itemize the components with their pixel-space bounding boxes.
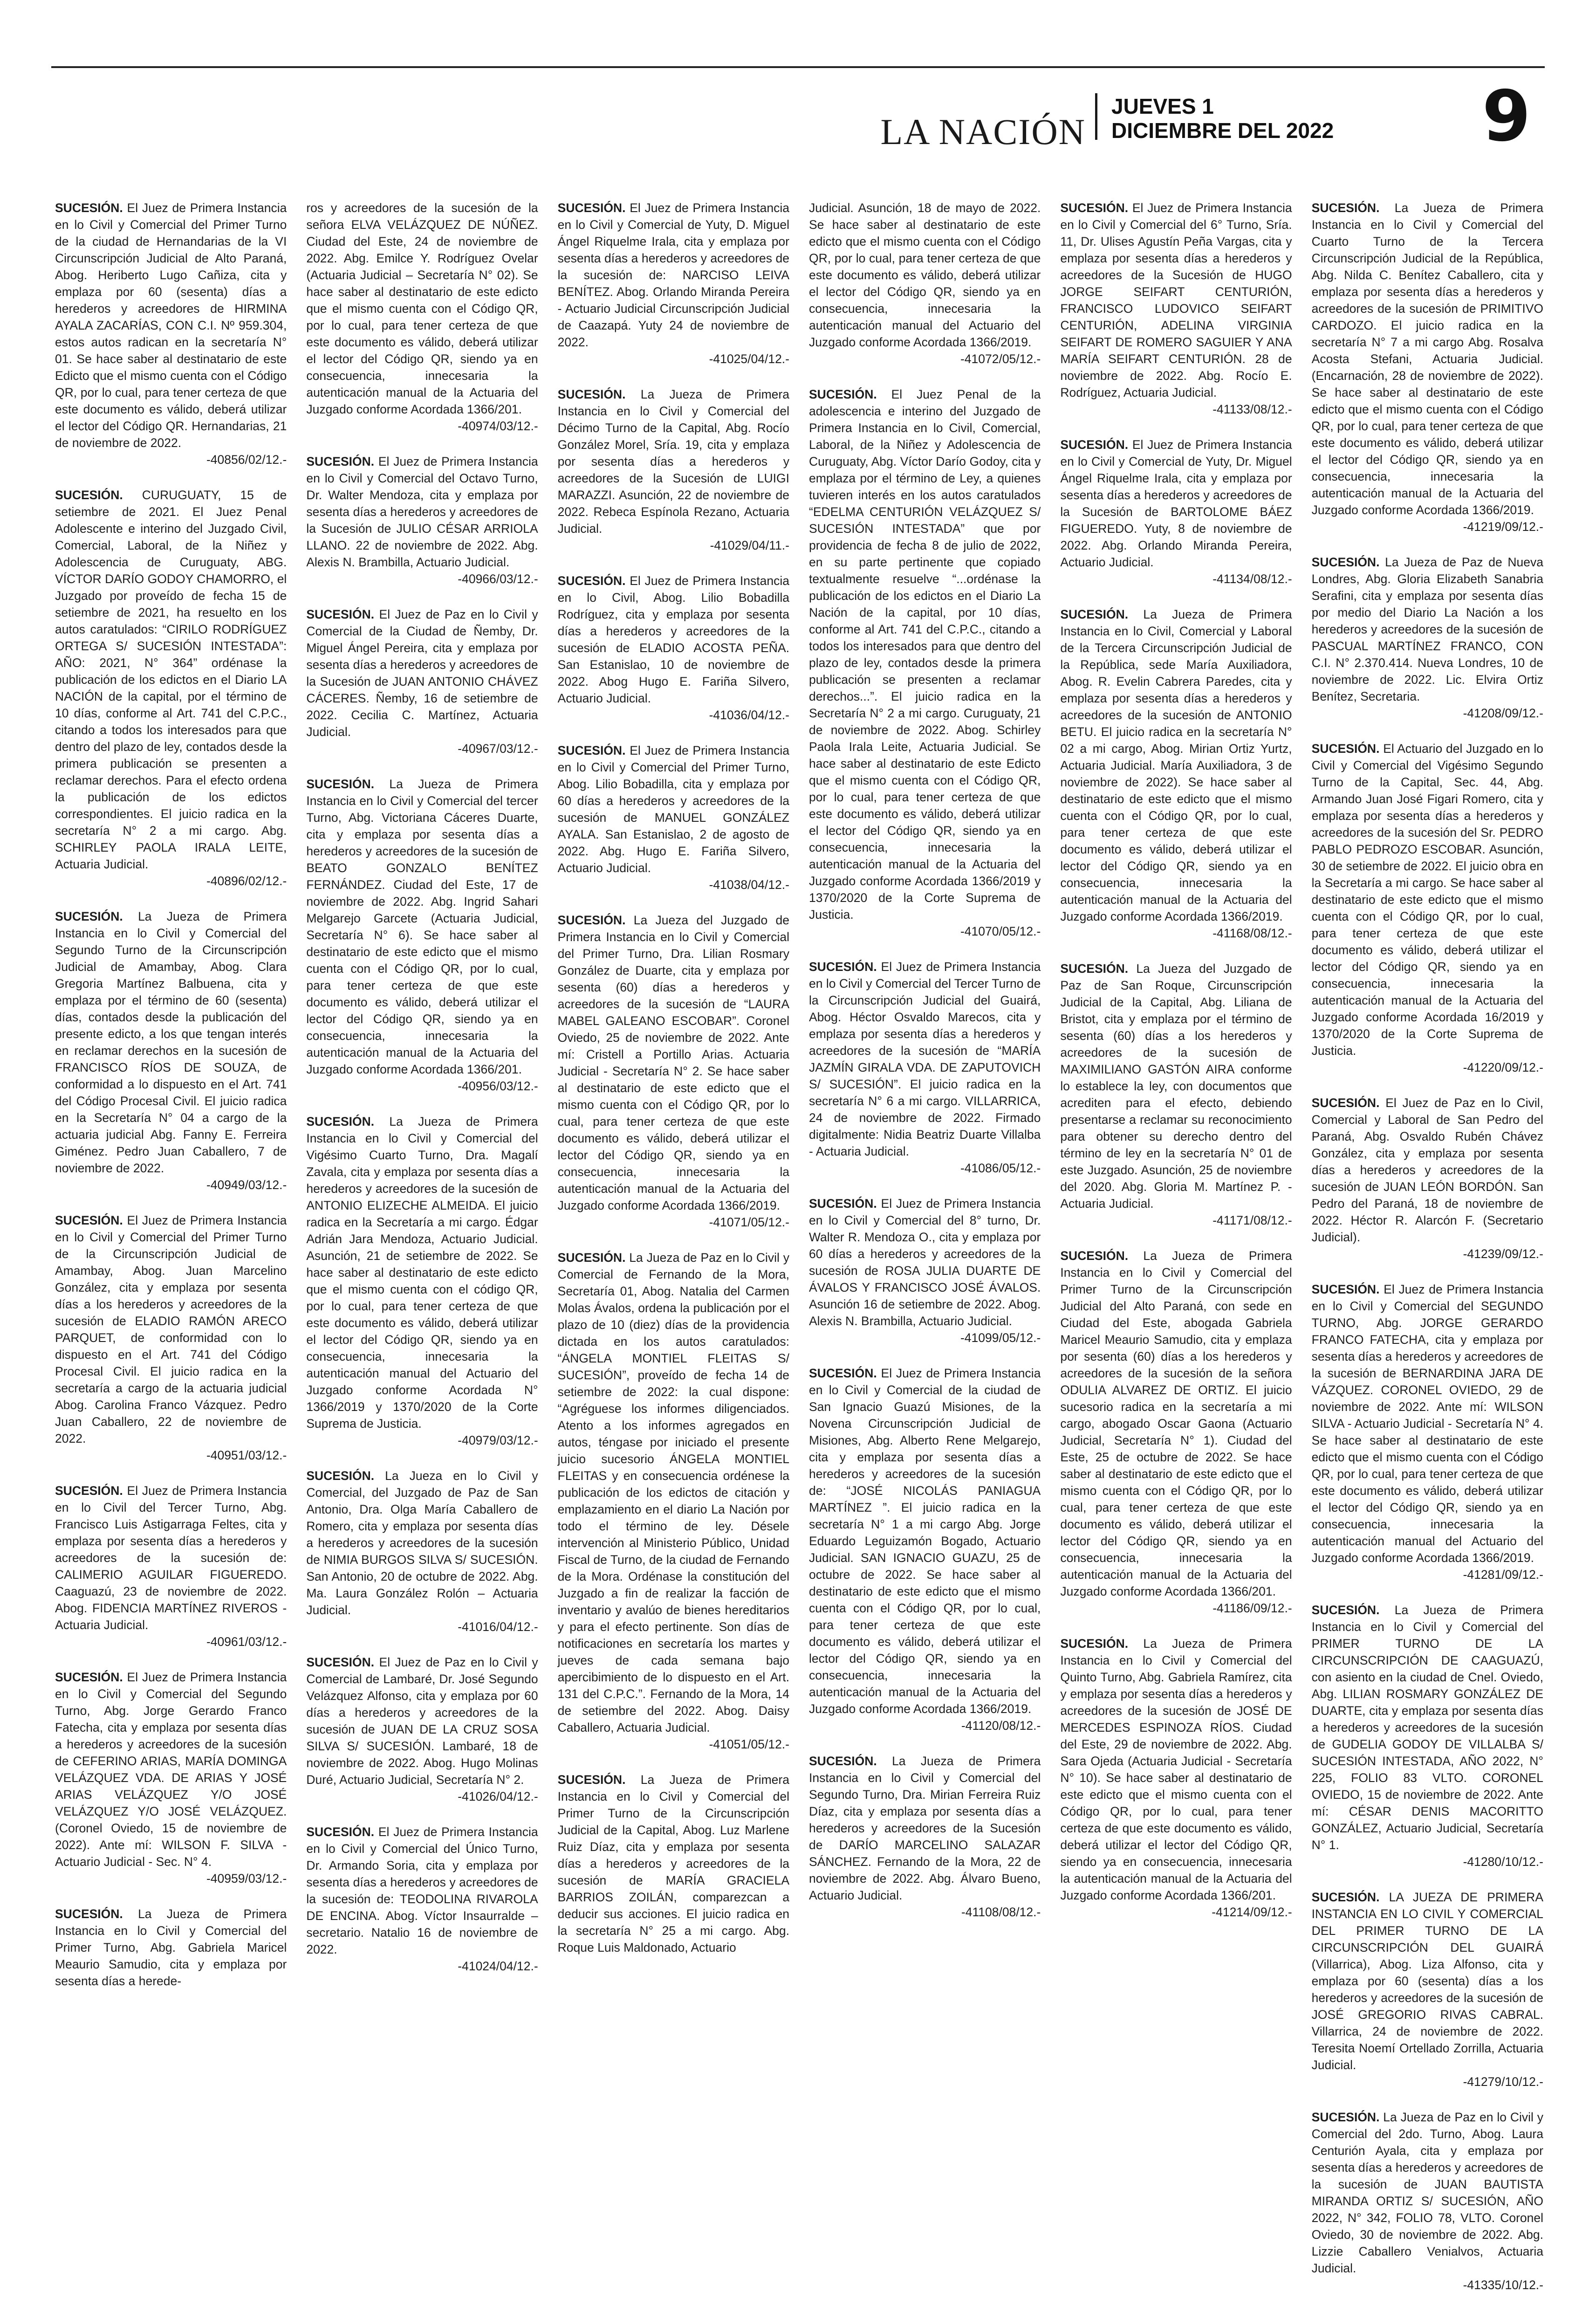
notice-heading: SUCESIÓN. bbox=[1311, 1096, 1380, 1110]
notice-body: El Juez de Primera Instancia en lo Civil y Comercial de la ciudad de San Ignacio Guazú Misiones, de la Novena Circunscripción Judicial de Misiones, Abg. Alberto Rene Melgarejo, cita y emplaza por sesenta días a herederos y acreedores de la sucesión de: “JOSÉ NICOLÁS PANIAGUA MARTÍNEZ ”. El juicio radica en la secretaría N° 1 a mi cargo Abg. Jorge Eduardo Leguizamón Bogado, Actuario Judicial. SAN IGNACIO GUAZU, 25 de octubre de 2022. Se hace saber al destinatario de este edicto que el mismo cuenta con el Código QR, por lo cual, para tener certeza de que este documento es válido, deberá utilizar el lector del Código QR, siendo ya en consecuencia, innecesaria la autenticación manual de la Actuaria del Juzgado conforme Acordada 1366/2019. bbox=[809, 1366, 1041, 1716]
legal-notice bbox=[558, 912, 789, 1231]
notice-heading: SUCESIÓN. bbox=[1311, 555, 1380, 569]
notice-heading: SUCESIÓN. bbox=[1060, 438, 1129, 452]
legal-notice bbox=[306, 200, 538, 434]
notice-reference: -41038/04/12.- bbox=[709, 878, 789, 892]
legal-notice bbox=[306, 1467, 538, 1635]
notice-heading: SUCESIÓN. bbox=[55, 1670, 123, 1684]
notice-heading: SUCESIÓN. bbox=[557, 913, 626, 927]
notice-reference: -41134/08/12.- bbox=[1212, 572, 1292, 586]
notice-body: El Juez de Primera Instancia en lo Civil y Comercial del 6° Turno, Sría. 11, Dr. Ulises Agustín Peña Vargas, cita y emplaza por sesenta días a herederos y acreedores de la Sucesión de HUGO JORGE SEIFART CENTURIÓN, FRANCISCO LUDOVICO SEIFART CENTURIÓN, ADELINA VIRGINIA SEIFART DE ROMERO SAGUIER Y ANA MARÍA SEIFART CENTURIÓN. 28 de noviembre de 2022. Abg. Rocío E. Rodríguez, Actuaria Judicial. bbox=[1060, 201, 1292, 399]
notice-reference: -41279/10/12.- bbox=[1463, 2075, 1543, 2089]
legal-notice bbox=[809, 200, 1041, 367]
legal-notice bbox=[809, 1195, 1041, 1346]
notice-heading: SUCESIÓN. bbox=[1311, 1282, 1380, 1296]
legal-notice bbox=[1312, 1281, 1543, 1583]
notice-reference: -41186/09/12.- bbox=[1212, 1601, 1292, 1615]
notice-body: El Juez de Primera Instancia en lo Civil y Comercial del Octavo Turno, Dr. Walter Mendoza, cita y emplaza por sesenta días a herederos y acreedores de la Sucesión de JULIO CÉSAR ARRIOLA LLANO. 22 de noviembre de 2022. Abg. Alexis N. Brambilla, Actuario Judicial. bbox=[306, 454, 538, 569]
column-1 bbox=[55, 200, 287, 2312]
notice-reference: -41051/05/12.- bbox=[709, 1737, 789, 1751]
column-2 bbox=[306, 200, 538, 2312]
notice-reference: -41029/04/11.- bbox=[710, 538, 789, 552]
column-6 bbox=[1312, 200, 1543, 2312]
legal-notice bbox=[306, 1823, 538, 1975]
notice-body: El Juez de Primera Instancia en lo Civil y Comercial de Yuty, Dr. Miguel Ángel Riquelme Irala, cita y emplaza por sesenta días a herederos y acreedores de la Sucesión de BARTOLOME BÁEZ FIGUEREDO. Yuty, 8 de noviembre de 2022. Abg. Orlando Miranda Pereira, Actuario Judicial. bbox=[1060, 438, 1292, 569]
notice-body: El Juez de Primera Instancia en lo Civil y Comercial del Primer Turno, Abog. Lilio Bobadilla, cita y emplaza por 60 días a herederos y acreedores de la sucesión de MANUEL GONZÁLEZ AYALA. San Estanislao, 2 de agosto de 2022. Abg. Hugo E. Fariña Silvero, Actuario Judicial. bbox=[557, 743, 789, 875]
notice-heading: SUCESIÓN. bbox=[809, 1197, 877, 1211]
legal-notice bbox=[809, 1753, 1041, 1920]
top-rule bbox=[51, 66, 1545, 68]
notice-heading: SUCESIÓN. bbox=[809, 1754, 877, 1768]
notice-body: El Juez de Primera Instancia en lo Civil del Tercer Turno, Abg. Francisco Luis Astigarraga Feltes, cita y emplaza por sesenta días a herederos y acreedores de la sucesión de: CALIMERIO AGUILAR FIGUEREDO. Caaguazú, 23 de noviembre de 2022. Abog. FIDENCIA MARTÍNEZ RIVEROS - Actuaria Judicial. bbox=[55, 1484, 287, 1632]
notice-reference: -41219/09/12.- bbox=[1463, 520, 1543, 534]
notice-reference: -41239/09/12.- bbox=[1463, 1247, 1543, 1261]
notice-heading: SUCESIÓN. bbox=[306, 1825, 375, 1839]
notice-heading: SUCESIÓN. bbox=[55, 488, 123, 502]
legal-notice bbox=[1060, 606, 1292, 942]
notice-body: La Jueza de Primera Instancia en lo Civil y Comercial del Segundo Turno, Dra. Mirian Ferreira Ruiz Díaz, cita y emplaza por sesenta días a herederos y acreedores de la Sucesión de DARÍO MARCELINO SALAZAR SÁNCHEZ. Fernando de la Mora, 22 de noviembre de 2022. Abg. Álvaro Bueno, Actuario Judicial. bbox=[809, 1754, 1041, 1902]
notice-body: LA JUEZA DE PRIMERA INSTANCIA EN LO CIVIL Y COMERCIAL DEL PRIMER TURNO DE LA CIRCUNSCRIPCIÓN DEL GUAIRÁ (Villarrica), Abog. Liza Alfonso, cita y emplaza por 60 (sesenta) días a los herederos y acreedores de la sucesión de JOSÉ GREGORIO RIVAS CABRAL. Villarrica, 24 de noviembre de 2022. Teresita Noemí Ortellado Zorrilla, Actuaria Judicial. bbox=[1311, 1890, 1543, 2072]
notice-body: El Juez de Primera Instancia en lo Civil y Comercial del Primer Turno de la Circunscripción Judicial de Amambay, Abog. Juan Marcelino González, cita y emplaza por sesenta días a los herederos y acreedores de la sucesión de ELADIO RAMÓN ARECO PARQUET, de conformidad con lo dispuesto en el Art. 741 del Código Procesal Civil. El juicio radica en la secretaría a cargo de la actuaria judicial Abog. Carolina Franco Vázquez. Pedro Juan Caballero, 22 de noviembre de 2022. bbox=[55, 1213, 287, 1445]
notice-heading: SUCESIÓN. bbox=[557, 201, 626, 215]
notice-reference: -40949/03/12.- bbox=[206, 1178, 287, 1192]
notice-heading: SUCESIÓN. bbox=[55, 909, 123, 923]
legal-notice bbox=[1312, 1889, 1543, 2090]
notice-reference: -40856/02/12.- bbox=[206, 453, 287, 467]
notice-reference: -41281/09/12.- bbox=[1463, 1568, 1543, 1582]
notice-heading: SUCESIÓN. bbox=[809, 960, 877, 974]
notice-body: La Jueza de Primera Instancia en lo Civil y Comercial del tercer Turno, Abg. Victoriana Cáceres Duarte, cita y emplaza por sesenta días a herederos y acreedores de la sucesión de BEATO GONZALO BENÍTEZ FERNÁNDEZ. Ciudad del Este, 17 de noviembre de 2022. Abg. Ingrid Sahari Melgarejo Garcete (Actuaria Judicial, Secretaría N° 6). Se hace saber al destinatario de este edicto que el mismo cuenta con el Código QR, por lo cual, para tener certeza de que este documento es válido, deberá utilizar el lector del Código QR, siendo ya en consecuencia, innecesaria la autenticación manual de la Actuaria del Juzgado conforme Acordada 1366/201. bbox=[306, 777, 538, 1076]
legal-notice bbox=[1312, 1094, 1543, 1262]
notice-reference: -41133/08/12.- bbox=[1212, 402, 1292, 416]
legal-notice bbox=[55, 1212, 287, 1464]
notice-heading: SUCESIÓN. bbox=[557, 1251, 626, 1265]
notice-reference: -41024/04/12.- bbox=[458, 1959, 538, 1973]
notice-heading: SUCESIÓN. bbox=[1060, 1637, 1129, 1651]
column-4 bbox=[809, 200, 1041, 2312]
issue-month-year: DICIEMBRE DEL 2022 bbox=[1111, 118, 1334, 143]
notice-body: El Juez Penal de la adolescencia e interino del Juzgado de Primera Instancia en lo Civil, Comercial, Laboral, de la Niñez y Adolescencia de Curuguaty, Abg. Víctor Darío Godoy, cita y emplaza por el término de Ley, a quienes tuvieren interés en los autos caratulados “EDELMA CENTURIÓN VELÁZQUEZ S/ SUCESIÓN INTESTADA” que por providencia de fecha 8 de julio de 2022, en su parte pertinente que copiado textualmente resuelve “...ordénase la publicación de los edictos en el Diario La Nación de la capital, por 10 días, conforme al Art. 741 del C.P.C., citando a todos los interesados para que dentro del plazo de ley, contados desde la primera publicación se presenten a reclamar derechos...”. El juicio radica en la Secretaría N° 2 a mi cargo. Curuguaty, 21 de noviembre de 2022. Abog. Schirley Paola Irala Leite, Actuaria Judicial. Se hace saber al destinatario de este Edicto que el mismo cuenta con el Código QR, por lo cual, para tener certeza de que este documento es válido, deberá utilizar el lector del Código QR, siendo ya en consecuencia, innecesaria la autenticación manual de la Actuaria del Juzgado conforme Acordada 1366/2019 y 1370/2020 de la Corte Suprema de Justicia. bbox=[809, 387, 1041, 922]
notice-reference: -40951/03/12.- bbox=[206, 1448, 287, 1462]
legal-notice bbox=[558, 572, 789, 723]
notice-heading: SUCESIÓN. bbox=[809, 387, 877, 401]
notice-heading: SUCESIÓN. bbox=[1311, 742, 1380, 756]
legal-notice bbox=[1312, 554, 1543, 722]
notice-reference: -41071/05/12.- bbox=[709, 1215, 789, 1229]
notice-body: El Juez de Primera Instancia en lo Civil y Comercial del SEGUNDO TURNO, Abg. JORGE GERARDO FRANCO FATECHA, cita y emplaza por sesenta días a herederos y acreedores de la sucesión de BERNARDINA JARA DE VÁZQUEZ. CORONEL OVIEDO, 29 de noviembre de 2022. Ante mí: WILSON SILVA - Actuario Judicial - Secretaría N° 4. Se hace saber al destinatario de este edicto que el mismo cuenta con el Código QR, por lo cual, para tener certeza de que este documento es válido, deberá utilizar el lector del Código QR, siendo ya en consecuencia, innecesaria la autenticación manual del Actuario del Juzgado conforme Acordada 1366/2019. bbox=[1311, 1282, 1543, 1565]
notice-heading: SUCESIÓN. bbox=[1311, 1890, 1380, 1904]
notice-reference: -41070/05/12.- bbox=[960, 924, 1041, 938]
notice-reference: -41214/09/12.- bbox=[1212, 1905, 1292, 1919]
notice-body: La Jueza de Paz en lo Civil y Comercial de Fernando de la Mora, Secretaría 01, Abog. Natalia del Carmen Molas Ávalos, ordena la publicación por el plazo de 10 (diez) días de la providencia dictada en los autos caratulados: “ÁNGELA MONTIEL FLEITAS S/ SUCESIÓN”, proveído de fecha 14 de setiembre de 2022: la cual dispone: “Agréguese los informes diligenciados. Atento a los informes agregados en autos, téngase por iniciado el presente juicio sucesorio ÁNGELA MONTIEL FLEITAS y en consecuencia ordénese la publicación de los edictos de citación y emplazamiento en el diario La Nación por todo el término de ley. Désele intervención al Ministerio Público, Unidad Fiscal de Turno, de la ciudad de Fernando de la Mora. Ordénase la constitución del Juzgado a fin de realizar la facción de inventario y avalúo de bienes hereditarios y para el efecto pertinente. Son días de notificaciones en secretaría los martes y jueves de cada semana bajo apercibimiento de lo dispuesto en el Art. 131 del C.P.C.”. Fernando de la Mora, 14 de setiembre del 2022. Abog. Daisy Caballero, Actuaria Judicial. bbox=[557, 1251, 789, 1734]
legal-notice bbox=[55, 908, 287, 1193]
legal-notice bbox=[558, 200, 789, 367]
notice-body: El Juez de Paz en lo Civil, Comercial y Laboral de San Pedro del Paraná, Abg. Osvaldo Rubén Chávez González, cita y emplaza por sesenta días a herederos y acreedores de la sucesión de JUAN LEÓN BORDÓN. San Pedro del Paraná, 18 de noviembre de 2022. Héctor R. Alarcón F. (Secretario Judicial). bbox=[1311, 1096, 1543, 1244]
notice-heading: SUCESIÓN. bbox=[55, 1907, 123, 1921]
legal-notice bbox=[558, 742, 789, 893]
notice-reference: -41036/04/12.- bbox=[709, 708, 789, 722]
notice-body: El Actuario del Juzgado en lo Civil y Comercial del Vigésimo Segundo Turno de la Capital, Sec. 44, Abg. Armando Juan José Figari Romero, cita y emplaza por sesenta días a herederos y acreedores de la sucesión del Sr. PEDRO PABLO PEDROZO ESCOBAR. Asunción, 30 de setiembre de 2022. El juicio obra en la Secretaría a mi cargo. Se hace saber al destinatario de este edicto que el mismo cuenta con el Código QR, por lo cual, para tener certeza de que este documento es válido, deberá utilizar el lector del Código QR, siendo ya en consecuencia, innecesaria la autenticación manual de la Actuaria del Juzgado conforme Acordada 16/2019 y 1370/2020 de la Corte Suprema de Justicia. bbox=[1311, 742, 1543, 1058]
notice-body: El Juez de Primera Instancia en lo Civil y Comercial del Tercer Turno de la Circunscripción Judicial del Guairá, Abog. Héctor Osvaldo Marecos, cita y emplaza por sesenta días a herederos y acreedores de la sucesión de “MARÍA JAZMÍN GIRALA VDA. DE ZAPUTOVICH S/ SUCESIÓN”. El juicio radica en la secretaría N° 6 a mi cargo. VILLARRICA, 24 de noviembre de 2022. Firmado digitalmente: Nidia Beatriz Duarte Villalba - Actuaria Judicial. bbox=[809, 960, 1041, 1158]
notice-reference: -41171/08/12.- bbox=[1212, 1213, 1292, 1227]
legal-notice bbox=[1312, 2109, 1543, 2293]
legal-notice bbox=[809, 386, 1041, 940]
notice-reference: -40961/03/12.- bbox=[206, 1635, 287, 1649]
notice-body: La Jueza de Primera Instancia en lo Civil y Comercial del Primer Turno de la Circunscripción Judicial del Alto Paraná, con sede en Ciudad del Este, abogada Gabriela Maricel Meaurio Samudio, cita y emplaza por sesenta (60) días a los herederos y acreedores de la sucesión de la señora ODULIA ALVAREZ DE ORTIZ. El juicio sucesorio radica en la secretaría a mi cargo, abogado Oscar Gaona (Actuario Judicial, Secretaría N° 1). Ciudad del Este, 25 de octubre de 2022. Se hace saber al destinatario de este edicto que el mismo cuenta con el Código QR, por lo cual, para tener certeza de que este documento es válido, deberá utilizar el lector del Código QR, siendo ya en consecuencia, innecesaria la autenticación manual de la Actuaria del Juzgado conforme Acordada 1366/201. bbox=[1060, 1249, 1292, 1598]
notice-body: El Juez de Primera Instancia en lo Civil y Comercial del Primer Turno de la ciudad de Hernandarias de la VI Circunscripción Judicial de Alto Paraná, Abog. Heriberto Lugo Cañiza, cita y emplaza por 60 (sesenta) días a herederos y acreedores de HIRMINA AYALA ZACARÍAS, CON C.I. Nº 959.304, estos autos radican en la secretaría N° 01. Se hace saber al destinatario de este Edicto que el mismo cuenta con el Código QR, por lo cual, para tener certeza de que este documento es válido, deberá utilizar el lector del Código QR. Hernandarias, 21 de noviembre de 2022. bbox=[55, 201, 287, 450]
notice-reference: -40966/03/12.- bbox=[458, 572, 538, 586]
notice-heading: SUCESIÓN. bbox=[306, 1655, 375, 1669]
legal-notice bbox=[809, 958, 1041, 1177]
notice-heading: SUCESIÓN. bbox=[557, 574, 626, 588]
notice-body: El Juez de Primera Instancia en lo Civil y Comercial del Segundo Turno, Abg. Jorge Gerardo Franco Fatecha, cita y emplaza por sesenta días a herederos y acreedores de la sucesión de CEFERINO ARIAS, MARÍA DOMINGA VELÁZQUEZ VDA. DE ARIAS Y JOSÉ ARIAS VELÁZQUEZ Y/O JOSÉ VELÁZQUEZ Y/O JOSÉ VELÁZQUEZ. (Coronel Oviedo, 15 de noviembre de 2022). Ante mí: WILSON F. SILVA - Actuario Judicial - Sec. N° 4. bbox=[55, 1670, 287, 1869]
column-5 bbox=[1060, 200, 1292, 2312]
notice-reference: -41208/09/12.- bbox=[1463, 706, 1543, 720]
legal-notice bbox=[809, 1365, 1041, 1734]
notice-body: La Jueza del Juzgado de Primera Instancia en lo Civil y Comercial del Primer Turno, Dra. Lilian Rosmary González de Duarte, cita y emplaza por sesenta (60) días a herederos y acreedores de la sucesión de “LAURA MABEL GALEANO ESCOBAR”. Coronel Oviedo, 25 de noviembre de 2022. Ante mí: Cristell a Portillo Arias. Actuaria Judicial - Secretaría N° 2. Se hace saber al destinatario de este edicto que el mismo cuenta con el Código QR, por lo cual, para tener certeza de que este documento es válido, deberá utilizar el lector del Código QR, siendo ya en consecuencia, innecesaria la autenticación manual de la Actuaria del Juzgado conforme Acordada 1366/2019. bbox=[557, 913, 790, 1212]
legal-notice bbox=[55, 1482, 287, 1650]
legal-notice bbox=[306, 453, 538, 587]
column-3 bbox=[558, 200, 789, 2312]
legal-notice bbox=[1312, 1602, 1543, 1870]
notice-heading: SUCESIÓN. bbox=[809, 1366, 877, 1380]
legal-notice bbox=[1060, 1247, 1292, 1617]
notice-body: La Jueza de Primera Instancia en lo Civil y Comercial del Cuarto Turno de la Tercera Circunscripción Judicial de la República, Abg. Nilda C. Benítez Caballero, cita y emplaza por sesenta días a herederos y acreedores de la sucesión de PRIMITIVO CARDOZO. El juicio radica en la secretaría N° 7 a mi cargo Abg. Rosalva Acosta Stefani, Actuaria Judicial. (Encarnación, 28 de noviembre de 2022). Se hace saber al destinatario de este edicto que el mismo cuenta con el Código QR, por lo cual, para tener certeza de que este documento es válido, deberá utilizar el lector del Código QR, siendo ya en consecuencia, innecesaria la autenticación manual de la Actuaria del Juzgado conforme Acordada 1366/2019. bbox=[1311, 201, 1543, 517]
notice-body: CURUGUATY, 15 de setiembre de 2021. El Juez Penal Adolescente e interino del Juzgado Civil, Comercial, Laboral, de la Niñez y Adolescencia de Curuguaty, ABG. VÍCTOR DARÍO GODOY CHAMORRO, el Juzgado por proveído de fecha 15 de setiembre de 2021, ha resuelto en los autos caratulados: “CIRILO RODRÍGUEZ ORTEGA S/ SUCESIÓN INTESTADA”: AÑO: 2021, N° 364” ordénase la publicación de los edictos en el Diario LA NACIÓN de la capital, por el término de 10 días, conforme al Art. 741 del C.P.C., citando a todos los interesados para que dentro del plazo de ley, contados desde la primera publicación se presenten a reclamar derechos. Para el efecto ordena la publicación de los edictos correspondientes. El juicio radica en la secretaría N° 2 a mi cargo. Abg. SCHIRLEY PAOLA IRALA LEITE, Actuaria Judicial. bbox=[55, 488, 287, 871]
notice-heading: SUCESIÓN. bbox=[55, 1484, 123, 1498]
legal-notice bbox=[1060, 1635, 1292, 1920]
notice-heading: SUCESIÓN. bbox=[1311, 1603, 1380, 1617]
legal-notice bbox=[1312, 740, 1543, 1076]
legal-notice bbox=[558, 1771, 789, 1956]
notice-reference: -40974/03/12.- bbox=[458, 419, 538, 433]
notice-body: La Jueza de Primera Instancia en lo Civil y Comercial del Primer Turno de la Circunscripción Judicial de la Capital, Abog. Luz Marlene Ruiz Díaz, cita y emplaza por sesenta días a herederos y acreedores de la sucesión de MARÍA GRACIELA BARRIOS ZOILÁN, comparezcan a deducir sus acciones. El juicio radica en la secretaría N° 25 a mi cargo. Abg. Roque Luis Maldonado, Actuario bbox=[557, 1773, 789, 1954]
notice-body: La Jueza de Primera Instancia en lo Civil y Comercial del Primer Turno, Abg. Gabriela Maricel Meaurio Samudio, cita y emplaza por sesenta días a herede- bbox=[55, 1907, 287, 1988]
notice-heading: SUCESIÓN. bbox=[306, 1469, 375, 1483]
notice-reference: -41220/09/12.- bbox=[1463, 1060, 1543, 1074]
legal-notice bbox=[1060, 436, 1292, 587]
newspaper-name: LA NACIÓN bbox=[880, 111, 1086, 152]
notice-reference: -41335/10/12.- bbox=[1463, 2278, 1543, 2292]
notice-heading: SUCESIÓN. bbox=[306, 454, 375, 468]
masthead bbox=[0, 76, 1596, 158]
legal-notice bbox=[55, 1669, 287, 1887]
notice-heading: SUCESIÓN. bbox=[306, 607, 375, 621]
legal-notice bbox=[55, 487, 287, 889]
notice-heading: SUCESIÓN. bbox=[1311, 201, 1380, 215]
legal-notice bbox=[306, 1113, 538, 1449]
notice-reference: -40959/03/12.- bbox=[206, 1872, 287, 1885]
notice-heading: SUCESIÓN. bbox=[1060, 962, 1129, 976]
legal-notice bbox=[55, 1906, 287, 1989]
notice-body: El Juez de Primera Instancia en lo Civil y Comercial del 8° turno, Dr. Walter R. Mendoza O., cita y emplaza por 60 días a herederos y acreedores de la sucesión de ROSA JULIA DUARTE DE ÁVALOS Y FRANCISCO JOSÉ ÁVALOS. Asunción 16 de setiembre de 2022. Abog. Alexis N. Brambilla, Actuario Judicial. bbox=[809, 1197, 1041, 1328]
notice-heading: SUCESIÓN. bbox=[557, 1773, 626, 1787]
notice-heading: SUCESIÓN. bbox=[557, 743, 626, 757]
notice-reference: -41168/08/12.- bbox=[1212, 926, 1292, 940]
notice-body: El Juez de Primera Instancia en lo Civil y Comercial de Yuty, D. Miguel Ángel Riquelme Irala, cita y emplaza por sesenta días a herederos y acreedores de la sucesión de: NARCISO LEIVA BENÍTEZ. Abog. Orlando Miranda Pereira - Actuario Judicial Circunscripción Judicial de Caazapá. Yuty 24 de noviembre de 2022. bbox=[557, 201, 789, 349]
page-number: 9 bbox=[1482, 76, 1531, 157]
notice-body: La Jueza de Primera Instancia en lo Civil, Comercial y Laboral de la Tercera Circunscripción Judicial de la República, sede María Auxiliadora, Abog. R. Evelin Cabrera Paredes, cita y emplaza por sesenta días a herederos y acreedores de la sucesión de ANTONIO BETU. El juicio radica en la secretaría N° 02 a mi cargo, Abog. Mirian Ortiz Yurtz, Actuaria Judicial. María Auxiliadora, 3 de noviembre de 2022). Se hace saber al destinatario de este edicto que el mismo cuenta con el Código QR, por lo cual, para tener certeza de que este documento es válido, deberá utilizar el lector del Código QR, siendo ya en consecuencia, innecesaria la autenticación manual de la Actuaria del Juzgado conforme Acordada 1366/2019. bbox=[1060, 607, 1292, 923]
notice-body: La Jueza en lo Civil y Comercial, del Juzgado de Paz de San Antonio, Dra. Olga María Caballero de Romero, cita y emplaza por sesenta días a herederos y acreedores de la sucesión de NIMIA BURGOS SILVA S/ SUCESIÓN. San Antonio, 20 de octubre de 2022. Abg. Ma. Laura González Rolón – Actuaria Judicial. bbox=[306, 1469, 538, 1617]
notice-heading: SUCESIÓN. bbox=[1311, 2110, 1380, 2124]
notice-body: La Jueza de Primera Instancia en lo Civil y Comercial del PRIMER TURNO DE LA CIRCUNSCRIPCIÓN DE CAAGUAZÚ, con asiento en la ciudad de Cnel. Oviedo, Abg. LILIAN ROSMARY GONZÁLEZ DE DUARTE, cita y emplaza por sesenta días a herederos y acreedores de la sucesión de GUDELIA GODOY DE VILLALBA S/ SUCESIÓN INTESTADA, AÑO 2022, N° 225, FOLIO 83 VLTO. CORONEL OVIEDO, 15 de noviembre de 2022. Ante mí: CÉSAR DENIS MACORITTO GONZÁLEZ, Actuario Judicial, Secretaría N° 1. bbox=[1311, 1603, 1543, 1852]
notice-reference: -41072/05/12.- bbox=[960, 352, 1041, 366]
notice-reference: -41108/08/12.- bbox=[961, 1905, 1041, 1919]
legal-notice bbox=[1312, 200, 1543, 535]
notice-heading: SUCESIÓN. bbox=[306, 777, 375, 791]
notice-body: La Jueza de Primera Instancia en lo Civil y Comercial del Segundo Turno de la Circunscripción Judicial de Amambay, Abog. Clara Gregoria Martínez Balbuena, cita y emplaza por el término de 60 (sesenta) días, contados desde la publicación del presente edicto, a los que tengan interés en reclamar derechos en la sucesión de FRANCISCO RÍOS DE SOUZA, de conformidad a lo dispuesto en el Art. 741 del Código Procesal Civil. El juicio radica en la Secretaría N° 04 a cargo de la actuaria judicial Abg. Fanny E. Ferreira Giménez. Pedro Juan Caballero, 7 de noviembre de 2022. bbox=[55, 909, 287, 1175]
legal-notice bbox=[55, 200, 287, 468]
notice-body: El Juez de Primera Instancia en lo Civil, Abog. Lilio Bobadilla Rodríguez, cita y emplaza por sesenta días a herederos y acreedores de la sucesión de ELADIO ACOSTA PEÑA. San Estanislao, 10 de noviembre de 2022. Abog Hugo E. Fariña Silvero, Actuario Judicial. bbox=[557, 574, 789, 705]
notice-reference: -40967/03/12.- bbox=[458, 742, 538, 756]
notice-body: Judicial. Asunción, 18 de mayo de 2022. Se hace saber al destinatario de este edicto que el mismo cuenta con el Código QR, por lo cual, para tener certeza de que este documento es válido, deberá utilizar el lector del Código QR, siendo ya en consecuencia, innecesaria la autenticación manual del Actuario del Juzgado conforme Acordada 1366/2019. bbox=[809, 201, 1041, 349]
legal-notice bbox=[1060, 960, 1292, 1229]
notice-body: ros y acreedores de la sucesión de la señora ELVA VELÁZQUEZ DE NÚÑEZ. Ciudad del Este, 24 de noviembre de 2022. Abg. Emilce Y. Rodríguez Ovelar (Actuaria Judicial – Secretaría N° 02). Se hace saber al destinatario de este edicto que el mismo cuenta con el Código QR, por lo cual, para tener certeza de que este documento es válido, deberá utilizar el lector del Código QR, siendo ya en consecuencia, innecesaria la autenticación manual de la Actuaria del Juzgado conforme Acordada 1366/201. bbox=[306, 201, 538, 416]
legal-notice bbox=[558, 386, 789, 554]
issue-date bbox=[1111, 94, 1334, 143]
notice-reference: -40956/03/12.- bbox=[458, 1079, 538, 1093]
notice-body: La Jueza del Juzgado de Paz de San Roque, Circunscripción Judicial de la Capital, Abg. Liliana de Bristot, cita y emplaza por el término de sesenta (60) días a los herederos y acreedores de la sucesión de MAXIMILIANO GASTÓN AIRA conforme lo establece la ley, con documentos que acrediten para el efecto, debiendo presentarse a reclamar su reconocimiento para obtener su derecho dentro del término de ley en la secretaría N° 01 de este Juzgado. Asunción, 25 de noviembre del 2020. Abg. Gloria M. Martínez P. - Actuaria Judicial. bbox=[1060, 962, 1292, 1211]
legal-notice bbox=[306, 776, 538, 1094]
notice-heading: SUCESIÓN. bbox=[55, 1213, 123, 1227]
notice-heading: SUCESIÓN. bbox=[1060, 607, 1129, 621]
notice-reference: -41026/04/12.- bbox=[458, 1789, 538, 1803]
classifieds-columns bbox=[55, 200, 1543, 2292]
notice-body: El Juez de Paz en lo Civil y Comercial de la Ciudad de Ñemby, Dr. Miguel Ángel Pereira, cita y emplaza por sesenta días a herederos y acreedores de la Sucesión de JUAN ANTONIO CHÁVEZ CÁCERES. Ñemby, 16 de setiembre de 2022. Cecilia C. Martínez, Actuaria Judicial. bbox=[306, 607, 538, 739]
notice-reference: -41099/05/12.- bbox=[960, 1331, 1041, 1345]
notice-reference: -41280/10/12.- bbox=[1463, 1855, 1543, 1869]
notice-reference: -40979/03/12.- bbox=[458, 1433, 538, 1447]
notice-reference: -41086/05/12.- bbox=[960, 1161, 1041, 1175]
notice-heading: SUCESIÓN. bbox=[306, 1115, 375, 1128]
notice-reference: -41016/04/12.- bbox=[458, 1620, 538, 1634]
masthead-divider bbox=[1095, 93, 1097, 140]
notice-heading: SUCESIÓN. bbox=[557, 387, 626, 401]
notice-reference: -40896/02/12.- bbox=[206, 874, 287, 888]
notice-body: El Juez de Paz en lo Civil y Comercial de Lambaré, Dr. José Segundo Velázquez Alfonso, cita y emplaza por 60 días a herederos y acreedores de la sucesión de JUAN DE LA CRUZ SOSA SILVA S/ SUCESIÓN. Lambaré, 18 de noviembre de 2022. Abog. Hugo Molinas Duré, Actuario Judicial, Secretaría N° 2. bbox=[306, 1655, 538, 1787]
notice-heading: SUCESIÓN. bbox=[55, 201, 123, 215]
legal-notice bbox=[306, 1654, 538, 1805]
notice-body: La Jueza de Paz de Nueva Londres, Abg. Gloria Elizabeth Sanabria Serafini, cita y emplaza por sesenta días por medio del Diario La Nación a los herederos y acreedores de la sucesión de PASCUAL MARTÍNEZ FRANCO, CON C.I. N° 2.370.414. Nueva Londres, 10 de noviembre de 2022. Lic. Elvira Ortiz Benítez, Secretaria. bbox=[1311, 555, 1543, 703]
notice-body: La Jueza de Primera Instancia en lo Civil y Comercial del Décimo Turno de la Capital, Abg. Rocío González Morel, Sría. 19, cita y emplaza por sesenta días a herederos y acreedores de la Sucesión de LUIGI MARAZZI. Asunción, 22 de noviembre de 2022. Rebeca Espínola Rezano, Actuaria Judicial. bbox=[557, 387, 789, 536]
notice-heading: SUCESIÓN. bbox=[1060, 1249, 1129, 1263]
issue-weekday: JUEVES 1 bbox=[1111, 94, 1214, 118]
notice-body: La Jueza de Primera Instancia en lo Civil y Comercial del Quinto Turno, Abg. Gabriela Ramírez, cita y emplaza por sesenta días a herederos y acreedores de la sucesión de JOSÉ DE MERCEDES ESPINOZA RÍOS. Ciudad del Este, 29 de noviembre de 2022. Abg. Sara Ojeda (Actuaria Judicial - Secretaría N° 10). Se hace saber al destinatario de este edicto que el mismo cuenta con el Código QR, por lo cual, para tener certeza de que este documento es válido, deberá utilizar el lector del Código QR, siendo ya en consecuencia, innecesaria la autenticación manual de la Actuaria del Juzgado conforme Acordada 1366/201. bbox=[1060, 1637, 1292, 1902]
notice-reference: -41120/08/12.- bbox=[961, 1719, 1041, 1733]
legal-notice bbox=[306, 606, 538, 757]
legal-notice bbox=[558, 1249, 789, 1753]
notice-body: La Jueza de Primera Instancia en lo Civil y Comercial del Vigésimo Cuarto Turno, Dra. Magalí Zavala, cita y emplaza por sesenta días a herederos y acreedores de la sucesión de ANTONIO ELIZECHE ALMEIDA. El juicio radica en la Secretaría a mi cargo. Édgar Adrián Jara Mendoza, Actuario Judicial. Asunción, 21 de setiembre de 2022. Se hace saber al destinatario de este edicto que el mismo cuenta con el código QR, por lo cual, para tener certeza de que este documento es válido, deberá utilizar el lector del Código QR, siendo ya en consecuencia, innecesaria la autenticación manual del Actuario del Juzgado conforme Acordada N° 1366/2019 y 1370/2020 de la Corte Suprema de Justicia. bbox=[306, 1115, 538, 1431]
notice-heading: SUCESIÓN. bbox=[1060, 201, 1129, 215]
legal-notice bbox=[1060, 200, 1292, 418]
notice-body: El Juez de Primera Instancia en lo Civil y Comercial del Único Turno, Dr. Armando Soria, cita y emplaza por sesenta días a herederos y acreedores de la sucesión de: TEODOLINA RIVAROLA DE ENCINA. Abog. Víctor Insaurralde – secretario. Natalio 16 de noviembre de 2022. bbox=[306, 1825, 538, 1956]
notice-body: La Jueza de Paz en lo Civil y Comercial del 2do. Turno, Abog. Laura Centurión Ayala, cita y emplaza por sesenta días a herederos y acreedores de la sucesión de JUAN BAUTISTA MIRANDA ORTIZ S/ SUCESIÓN, AÑO 2022, N° 342, FOLIO 78, VLTO. Coronel Oviedo, 30 de noviembre de 2022. Abg. Lizzie Caballero Venialvos, Actuaria Judicial. bbox=[1311, 2110, 1543, 2275]
notice-reference: -41025/04/12.- bbox=[709, 352, 789, 366]
